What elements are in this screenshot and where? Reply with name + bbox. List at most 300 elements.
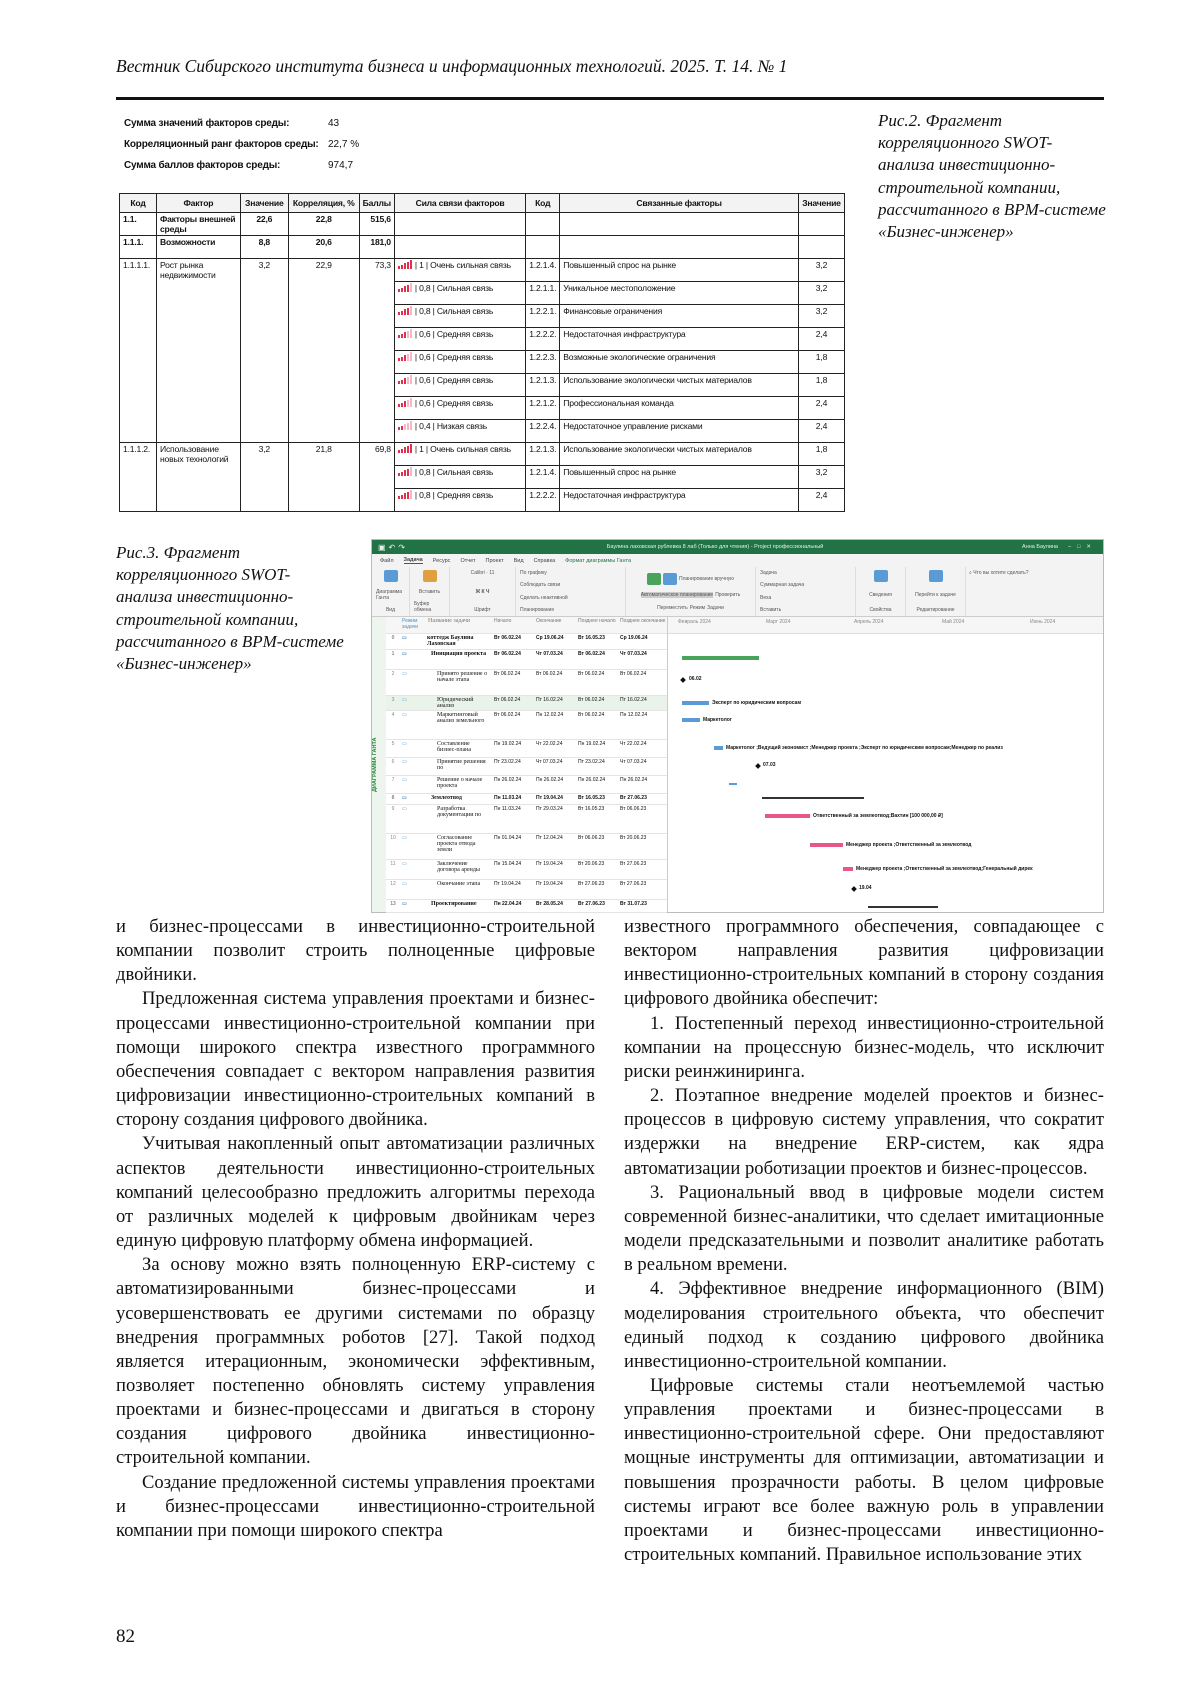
link-strength-text: | 0,8 | Средняя связь — [415, 490, 493, 500]
task-name[interactable]: Принятие решения по — [426, 758, 492, 775]
summary-bar[interactable] — [762, 797, 864, 799]
paragraph: Создание предложенной системы управления проектами и бизнес-процессами инвестиционно-строительной компании при помощи широкого спектра — [116, 1471, 595, 1543]
task-bar[interactable] — [682, 701, 709, 705]
task-row[interactable] — [386, 696, 667, 711]
task-name[interactable]: Маркетинговый анализ земельного — [426, 711, 492, 739]
task-row[interactable] — [386, 834, 667, 860]
ribbon-button[interactable]: Вставить — [419, 589, 440, 595]
task-late-finish: Чт 22.02.24 — [618, 740, 660, 757]
summary-bar[interactable] — [868, 906, 938, 908]
task-start: Вт 06.02.24 — [492, 650, 534, 669]
column-header: Код — [526, 194, 560, 213]
row-number-header — [386, 617, 400, 633]
factor-code: 1.1. — [120, 213, 157, 236]
row-id: 9 — [386, 805, 400, 833]
ribbon-tab[interactable]: Проект — [486, 558, 504, 564]
related-factor: Недостаточная инфраструктура — [560, 328, 799, 351]
task-start: Пн 22.04.24 — [492, 900, 534, 912]
task-mode-icon: ▭ — [400, 634, 426, 649]
search-placeholder: Что вы хотите сделать? — [973, 570, 1028, 576]
task-late-finish: Вт 27.06.23 — [618, 880, 660, 899]
task-start: Вт 06.02.24 — [492, 634, 534, 649]
link-strength — [394, 374, 525, 397]
paragraph: Учитывая накопленный опыт автоматизации различных аспектов деятельности инвестиционно-строительных компаний целесообразно предложить алгоритмы перехода от различных моделей к цифровым двойникам через единую цифровую платформу обмена информацией. — [116, 1132, 595, 1253]
factor-value: 3,2 — [240, 259, 288, 443]
task-finish: Пт 19.04.24 — [534, 794, 576, 804]
task-name[interactable]: Разработка документации по — [426, 805, 492, 833]
ribbon-tab[interactable]: Ресурс — [433, 558, 451, 564]
task-mode-icon: ▭ — [400, 900, 426, 912]
column-header: Корреляция, % — [288, 194, 359, 213]
column-header: Баллы — [359, 194, 394, 213]
related-factor — [560, 236, 799, 259]
correlation: 20,6 — [288, 236, 359, 259]
column-header[interactable]: Позднее начало — [576, 617, 618, 633]
task-finish: Чт 07.03.24 — [534, 650, 576, 669]
link-strength — [394, 489, 525, 512]
related-value: 1,8 — [798, 351, 844, 374]
task-name[interactable]: Землеотвод — [426, 794, 492, 804]
milestone-label: 19.04 — [859, 885, 872, 891]
paragraph: известного программного обеспечения, совпадающее с вектором направления развития цифровизации инвестиционно-строительных компаний в сторону создания цифрового двойника обеспечит: — [624, 915, 1104, 1012]
timescale — [668, 617, 1103, 634]
bar-label: Менеджер проекта ;Ответственный за землеотвод;Генеральный дирек — [856, 866, 1033, 872]
critical-task-bar[interactable] — [843, 867, 853, 871]
related-factor: Использование экологически чистых материалов — [560, 443, 799, 466]
task-late-start: Вт 06.06.23 — [576, 834, 618, 859]
column-header: Значение — [240, 194, 288, 213]
task-late-start: Вт 06.02.24 — [576, 670, 618, 695]
task-late-finish: Вт 06.06.23 — [618, 805, 660, 833]
task-start: Пн 26.02.24 — [492, 776, 534, 793]
link-strength — [394, 282, 525, 305]
timescale-month: Февраль 2024 — [678, 619, 711, 625]
task-mode-icon: ▭ — [400, 834, 426, 859]
score: 69,8 — [359, 443, 394, 512]
related-value: 2,4 — [798, 420, 844, 443]
font-select[interactable]: Calibri — [471, 570, 485, 576]
paragraph: За основу можно взять полноценную ERP-систему с автоматизированными бизнес-процессами и усовершенствовать ее другими системами по образцу внедрения программных роботов [27]. Такой подход является итерационным, экономически эффективным, позволяет постепенно обновлять систему управления проектами и бизнес-процессами и двигаться в сторону создания цифрового двойника инвестиционно-строительной компании. — [116, 1253, 595, 1470]
signal-strength-icon — [398, 375, 412, 384]
search-box[interactable]: ⌕ Что вы хотите сделать? — [966, 567, 1103, 616]
task-finish: Пт 16.02.24 — [534, 696, 576, 710]
score: 73,3 — [359, 259, 394, 443]
score: 181,0 — [359, 236, 394, 259]
auto-schedule-icon[interactable] — [663, 573, 677, 585]
row-id: 3 — [386, 696, 400, 710]
related-value: 2,4 — [798, 397, 844, 420]
related-value: 1,8 — [798, 374, 844, 397]
ribbon-button[interactable]: Переместить — [657, 605, 688, 611]
signal-strength-icon — [398, 467, 412, 476]
paragraph: 2. Поэтапное внедрение моделей проектов и бизнес-процессов в цифровую систему управления, что сократит издержки на внедрение ERP-систем, как ядра автоматизации роботизации проектов и бизнес-процессов. — [624, 1084, 1104, 1181]
link-strength — [394, 213, 525, 236]
ribbon-group-label: Планирование — [520, 607, 554, 613]
paragraph: Предложенная система управления проектами и бизнес-процессами инвестиционно-строительной компании при помощи широкого спектра известного программного обеспечения совпадает с вектором направления развития цифровизации инвестиционно-строительных компаний в сторону создания цифрового двойника. — [116, 987, 595, 1132]
task-name[interactable]: Окончание этапа — [426, 880, 492, 899]
task-late-finish: Вт 27.06.23 — [618, 794, 660, 804]
related-factor — [560, 213, 799, 236]
task-row[interactable] — [386, 650, 667, 670]
task-name[interactable]: Инициация проекта — [426, 650, 492, 669]
ribbon-group-label: Вставить — [760, 607, 781, 613]
signal-strength-icon — [398, 490, 412, 499]
task-late-finish: Чт 07.03.24 — [618, 650, 660, 669]
pin-icon[interactable] — [647, 573, 661, 585]
task-finish: Вт 06.02.24 — [534, 670, 576, 695]
task-finish: Пт 19.04.24 — [534, 880, 576, 899]
link-strength-text: | 0,6 | Средняя связь — [415, 398, 493, 408]
ribbon-tab[interactable]: Вид — [514, 558, 524, 564]
task-bar[interactable] — [682, 718, 700, 722]
paragraph: 1. Постепенный переход инвестиционно-строительной компании на процессную бизнес-модель, что исключит риски реинжиниринга. — [624, 1012, 1104, 1084]
signal-strength-icon — [398, 306, 412, 315]
ribbon-button[interactable]: Диаграмма Ганта — [376, 589, 405, 601]
related-value: 1,8 — [798, 443, 844, 466]
task-mode-icon: ▭ — [400, 758, 426, 775]
figure-2-caption: Рис.2. Фрагмент корреляционного SWOT-анализа инвестиционно-строительной компании, рассчитанного в BPM-системе «Бизнес-инженер» — [878, 110, 1106, 243]
related-value — [798, 236, 844, 259]
task-name[interactable]: Решение о начале проекта — [426, 776, 492, 793]
row-id: 2 — [386, 670, 400, 695]
row-id: 1 — [386, 650, 400, 669]
critical-task-bar[interactable] — [810, 843, 843, 847]
ribbon-group-label: Задачи — [707, 605, 724, 611]
task-name[interactable]: Составление бизнес-плана — [426, 740, 492, 757]
summary-label: Сумма значений факторов среды: — [124, 118, 289, 129]
ribbon-tab[interactable]: Отчет — [460, 558, 475, 564]
task-finish: Чт 07.03.24 — [534, 758, 576, 775]
timescale-month: Март 2024 — [766, 619, 790, 625]
task-late-finish: Пн 12.02.24 — [618, 711, 660, 739]
related-code: 1.2.2.2. — [526, 328, 560, 351]
column-header: Значение — [798, 194, 844, 213]
task-finish: Пн 26.02.24 — [534, 776, 576, 793]
ribbon-button[interactable]: Задача — [760, 570, 777, 576]
task-late-finish: Чт 07.03.24 — [618, 758, 660, 775]
window-controls[interactable]: –□✕ — [1068, 544, 1097, 550]
text-column-left — [116, 915, 595, 1543]
column-header[interactable]: Режим задачи — [400, 617, 426, 633]
task-late-finish: Пт 16.02.24 — [618, 696, 660, 710]
summary-bar[interactable] — [682, 656, 759, 660]
window-title: Баулина лаховская рублевка 8 лаб (Только для чтения) - Project профессиональный — [408, 544, 1022, 550]
ribbon-tab[interactable]: Файл — [380, 558, 394, 564]
signal-strength-icon — [398, 444, 412, 453]
link-strength-text: | 0,8 | Сильная связь — [415, 306, 493, 316]
task-row[interactable] — [386, 900, 667, 913]
score: 515,6 — [359, 213, 394, 236]
user-name: Анна Баулина — [1022, 544, 1058, 550]
task-row[interactable] — [386, 880, 667, 900]
task-start: Пн 11.03.24 — [492, 794, 534, 804]
related-code: 1.2.2.1. — [526, 305, 560, 328]
link-strength — [394, 443, 525, 466]
ribbon-tab[interactable]: Задача — [404, 557, 423, 564]
timescale-month: Май 2024 — [942, 619, 964, 625]
task-finish: Пт 29.03.24 — [534, 805, 576, 833]
factor-name: Рост рынка недвижимости — [156, 259, 240, 443]
milestone-label: 06.02 — [689, 676, 702, 682]
column-header[interactable]: Название задачи — [426, 617, 492, 633]
link-strength-text: | 0,6 | Средняя связь — [415, 329, 493, 339]
ribbon-group-label: Свойства — [870, 607, 892, 613]
paragraph: Цифровые системы стали неотъемлемой частью управления проектами и бизнес-процессами в инвестиционно-строительной сфере. Они предоставляют мощные инструменты для оптимизации, автоматизации и повышения прозрачности работы. В целом цифровые системы играют все более важную роль в управлении проектами и бизнес-процессами инвестиционно-строительных компаний. Правильное использование этих — [624, 1374, 1104, 1567]
link-strength-text: | 0,6 | Средняя связь — [415, 352, 493, 362]
table-row — [120, 213, 845, 236]
task-mode-icon: ▭ — [400, 880, 426, 899]
milestone[interactable] — [755, 763, 761, 769]
related-code: 1.2.1.3. — [526, 374, 560, 397]
milestone[interactable] — [851, 886, 857, 892]
factor-name: Возможности — [156, 236, 240, 259]
task-bar[interactable] — [729, 783, 737, 785]
task-mode-icon: ▭ — [400, 794, 426, 804]
task-name[interactable]: коттедж Баулина Лаховская — [426, 634, 492, 649]
link-strength — [394, 351, 525, 374]
related-value: 2,4 — [798, 328, 844, 351]
ribbon-group-label: Буфер обмена — [414, 601, 445, 613]
related-code — [526, 213, 560, 236]
bar-label: Эксперт по юридическим вопросам — [712, 700, 801, 706]
task-finish: Чт 22.02.24 — [534, 740, 576, 757]
ms-project-screenshot — [371, 539, 1104, 913]
column-header[interactable]: Начало — [492, 617, 534, 633]
link-strength-text: | 0,8 | Сильная связь — [415, 467, 493, 477]
ribbon-button[interactable]: Соблюдать связи — [520, 582, 560, 588]
task-row[interactable] — [386, 758, 667, 776]
task-late-finish: Вт 27.06.23 — [618, 860, 660, 879]
related-value — [798, 213, 844, 236]
link-strength-text: | 1 | Очень сильная связь — [415, 260, 511, 270]
view-label: ДИАГРАММА ГАНТА — [372, 617, 386, 912]
ribbon-button[interactable]: Проверить — [715, 592, 740, 598]
link-strength-text: | 1 | Очень сильная связь — [415, 444, 511, 454]
correlation: 21,8 — [288, 443, 359, 512]
scroll-to-task-icon[interactable] — [929, 570, 943, 582]
signal-strength-icon — [398, 398, 412, 407]
row-id: 0 — [386, 634, 400, 649]
page-number: 82 — [116, 1626, 135, 1648]
link-strength — [394, 236, 525, 259]
ribbon-button[interactable]: Планирование вручную — [679, 576, 734, 582]
related-factor: Финансовые ограничения — [560, 305, 799, 328]
task-late-finish: Вт 06.02.24 — [618, 670, 660, 695]
row-id: 4 — [386, 711, 400, 739]
task-bar[interactable] — [714, 746, 723, 750]
factor-code: 1.1.1.2. — [120, 443, 157, 512]
related-code: 1.2.1.3. — [526, 443, 560, 466]
ribbon-group-label: Редактирование — [916, 607, 954, 613]
task-late-start: Вт 06.02.24 — [576, 711, 618, 739]
ribbon-tab[interactable]: Справка — [534, 558, 556, 564]
related-factor: Возможные экологические ограничения — [560, 351, 799, 374]
row-id: 5 — [386, 740, 400, 757]
related-factor: Повышенный спрос на рынке — [560, 259, 799, 282]
header-rule — [116, 97, 1104, 100]
gantt-view-icon[interactable] — [384, 570, 398, 582]
task-start: Пн 11.03.24 — [492, 805, 534, 833]
info-icon[interactable] — [874, 570, 888, 582]
task-name[interactable]: Юридический анализ — [426, 696, 492, 710]
milestone-label: 07.03 — [763, 762, 776, 768]
title-bar — [372, 540, 1103, 554]
factor-code: 1.1.1. — [120, 236, 157, 259]
related-code: 1.2.1.2. — [526, 397, 560, 420]
figure-3-caption: Рис.3. Фрагмент корреляционного SWOT-анализа инвестиционно-строительной компании, рассчитанного в BPM-системе «Бизнес-инженер» — [116, 542, 344, 675]
grid-header — [386, 617, 667, 634]
task-start: Пн 19.02.24 — [492, 740, 534, 757]
related-value: 2,4 — [798, 489, 844, 512]
related-code: 1.2.2.2. — [526, 489, 560, 512]
ribbon-tabs — [372, 554, 1103, 567]
bar-label: Маркетолог ;Ведущий экономист ;Менеджер проекта ;Эксперт по юридическим вопросам;Менеджер по реализ — [726, 745, 1003, 751]
task-name[interactable]: Заключение договора аренды — [426, 860, 492, 879]
ribbon-group-label: Шрифт — [474, 607, 490, 613]
related-factor: Повышенный спрос на рынке — [560, 466, 799, 489]
task-row[interactable] — [386, 776, 667, 794]
related-factor: Использование экологически чистых материалов — [560, 374, 799, 397]
swot-table — [119, 193, 845, 512]
ribbon: Диаграмма Ганта Вид Вставить Буфер обмена Calibri · 11 Ж К Ч Шрифт По графику Соблюдать связи Сделать неактивной Планирование Планирование вручную Автоматическое планирование Проверить Переместить Режим Задачи Задача Суммарная задача Веха Вставить Сведения Свойства Перейти к задаче Редактирование ⌕ Что вы хотите сделать? — [372, 567, 1103, 617]
timescale-month: Апрель 2024 — [854, 619, 883, 625]
ribbon-button[interactable]: Автоматическое планирование — [641, 592, 713, 598]
task-finish: Вт 28.05.24 — [534, 900, 576, 912]
task-late-finish: Ср 19.06.24 — [618, 634, 660, 649]
summary-value: 974,7 — [328, 160, 353, 171]
task-mode-icon: ▭ — [400, 740, 426, 757]
link-strength — [394, 420, 525, 443]
related-code: 1.2.2.3. — [526, 351, 560, 374]
ribbon-button[interactable]: Веха — [760, 595, 771, 601]
row-id: 7 — [386, 776, 400, 793]
task-late-start: Вт 06.02.24 — [576, 650, 618, 669]
related-value: 3,2 — [798, 282, 844, 305]
link-strength — [394, 466, 525, 489]
row-id: 13 — [386, 900, 400, 912]
task-mode-icon: ▭ — [400, 860, 426, 879]
ribbon-button[interactable]: Сделать неактивной — [520, 595, 568, 601]
task-mode-icon: ▭ — [400, 776, 426, 793]
ribbon-button[interactable]: Перейти к задаче — [915, 592, 956, 598]
ribbon-button[interactable]: Сведения — [869, 592, 892, 598]
related-value: 3,2 — [798, 259, 844, 282]
paste-icon[interactable] — [423, 570, 437, 582]
ribbon-button[interactable]: По графику — [520, 570, 547, 576]
task-mode-icon: ▭ — [400, 805, 426, 833]
paragraph: и бизнес-процессами в инвестиционно-строительной компании позволит строить полноценные цифровые двойники. — [116, 915, 595, 987]
task-late-start: Вт 16.05.23 — [576, 805, 618, 833]
task-late-start: Вт 27.06.23 — [576, 880, 618, 899]
milestone[interactable] — [680, 677, 686, 683]
related-value: 3,2 — [798, 305, 844, 328]
related-code: 1.2.2.4. — [526, 420, 560, 443]
summary-label: Сумма баллов факторов среды: — [124, 160, 280, 171]
related-factor: Недостаточное управление рисками — [560, 420, 799, 443]
factor-value: 8,8 — [240, 236, 288, 259]
task-name[interactable]: Проектирование — [426, 900, 492, 912]
link-strength — [394, 328, 525, 351]
paragraph: 4. Эффективное внедрение информационного (BIM) моделирования строительного объекта, что обеспечит единый подход к созданию цифрового двойника инвестиционно-строительной компании. — [624, 1277, 1104, 1374]
task-finish: Ср 19.06.24 — [534, 634, 576, 649]
task-finish: Пн 12.02.24 — [534, 711, 576, 739]
signal-strength-icon — [398, 352, 412, 361]
related-factor: Недостаточная инфраструктура — [560, 489, 799, 512]
related-factor: Профессиональная команда — [560, 397, 799, 420]
task-late-finish: Вт 31.07.23 — [618, 900, 660, 912]
task-grid — [372, 617, 667, 912]
summary-value: 22,7 % — [328, 139, 359, 150]
ribbon-button[interactable]: Суммарная задача — [760, 582, 804, 588]
link-strength-text: | 0,6 | Средняя связь — [415, 375, 493, 385]
task-row[interactable] — [386, 794, 667, 805]
link-strength — [394, 397, 525, 420]
text-column-right — [624, 915, 1104, 1567]
column-header: Сила связи факторов — [394, 194, 525, 213]
task-late-start: Вт 16.05.23 — [576, 794, 618, 804]
task-row[interactable] — [386, 711, 667, 740]
related-code — [526, 236, 560, 259]
row-id: 12 — [386, 880, 400, 899]
factor-name: Использование новых технологий — [156, 443, 240, 512]
font-size-select[interactable]: 11 — [489, 570, 494, 576]
row-id: 6 — [386, 758, 400, 775]
task-name[interactable]: Принято решение о начале этапа — [426, 670, 492, 695]
task-start: Пн 01.04.24 — [492, 834, 534, 859]
related-value: 3,2 — [798, 466, 844, 489]
signal-strength-icon — [398, 283, 412, 292]
row-id: 8 — [386, 794, 400, 804]
task-late-start: Вт 20.06.23 — [576, 860, 618, 879]
ribbon-group-label: Вид — [386, 607, 395, 613]
signal-strength-icon — [398, 421, 412, 430]
task-late-finish: Вт 20.06.23 — [618, 834, 660, 859]
task-start: Вт 06.02.24 — [492, 696, 534, 710]
related-code: 1.2.1.4. — [526, 466, 560, 489]
column-header[interactable]: Окончание — [534, 617, 576, 633]
task-row[interactable] — [386, 634, 667, 650]
task-late-start: Пн 19.02.24 — [576, 740, 618, 757]
format-buttons[interactable]: Ж К Ч — [476, 589, 490, 595]
related-code: 1.2.1.1. — [526, 282, 560, 305]
ribbon-tab[interactable]: Формат диаграммы Ганта — [565, 558, 631, 564]
task-row[interactable] — [386, 805, 667, 834]
task-row[interactable] — [386, 740, 667, 758]
link-strength — [394, 305, 525, 328]
task-start: Пн 15.04.24 — [492, 860, 534, 879]
link-strength-text: | 0,4 | Низкая связь — [415, 421, 487, 431]
column-header: Связанные факторы — [560, 194, 799, 213]
critical-task-bar[interactable] — [765, 814, 810, 818]
gantt-chart — [667, 617, 1103, 912]
task-row[interactable] — [386, 860, 667, 880]
column-header: Код — [120, 194, 157, 213]
bar-label: Менеджер проекта ;Ответственный за землеотвод — [846, 842, 971, 848]
running-header: Вестник Сибирского института бизнеса и информационных технологий. 2025. Т. 14. № 1 — [116, 56, 1104, 77]
column-header[interactable]: Позднее окончание — [618, 617, 660, 633]
link-strength-text: | 0,8 | Сильная связь — [415, 283, 493, 293]
task-row[interactable] — [386, 670, 667, 696]
task-mode-icon: ▭ — [400, 670, 426, 695]
table-row — [120, 443, 845, 466]
table-row — [120, 259, 845, 282]
ribbon-button[interactable]: Режим — [690, 605, 705, 611]
summary-label: Корреляционный ранг факторов среды: — [124, 139, 319, 150]
task-name[interactable]: Согласование проекта отвода земли — [426, 834, 492, 859]
row-id: 11 — [386, 860, 400, 879]
summary-value: 43 — [328, 118, 339, 129]
bar-label: Ответственный за землеотвод;Вахтин [100 000,00 ₽] — [813, 813, 943, 819]
